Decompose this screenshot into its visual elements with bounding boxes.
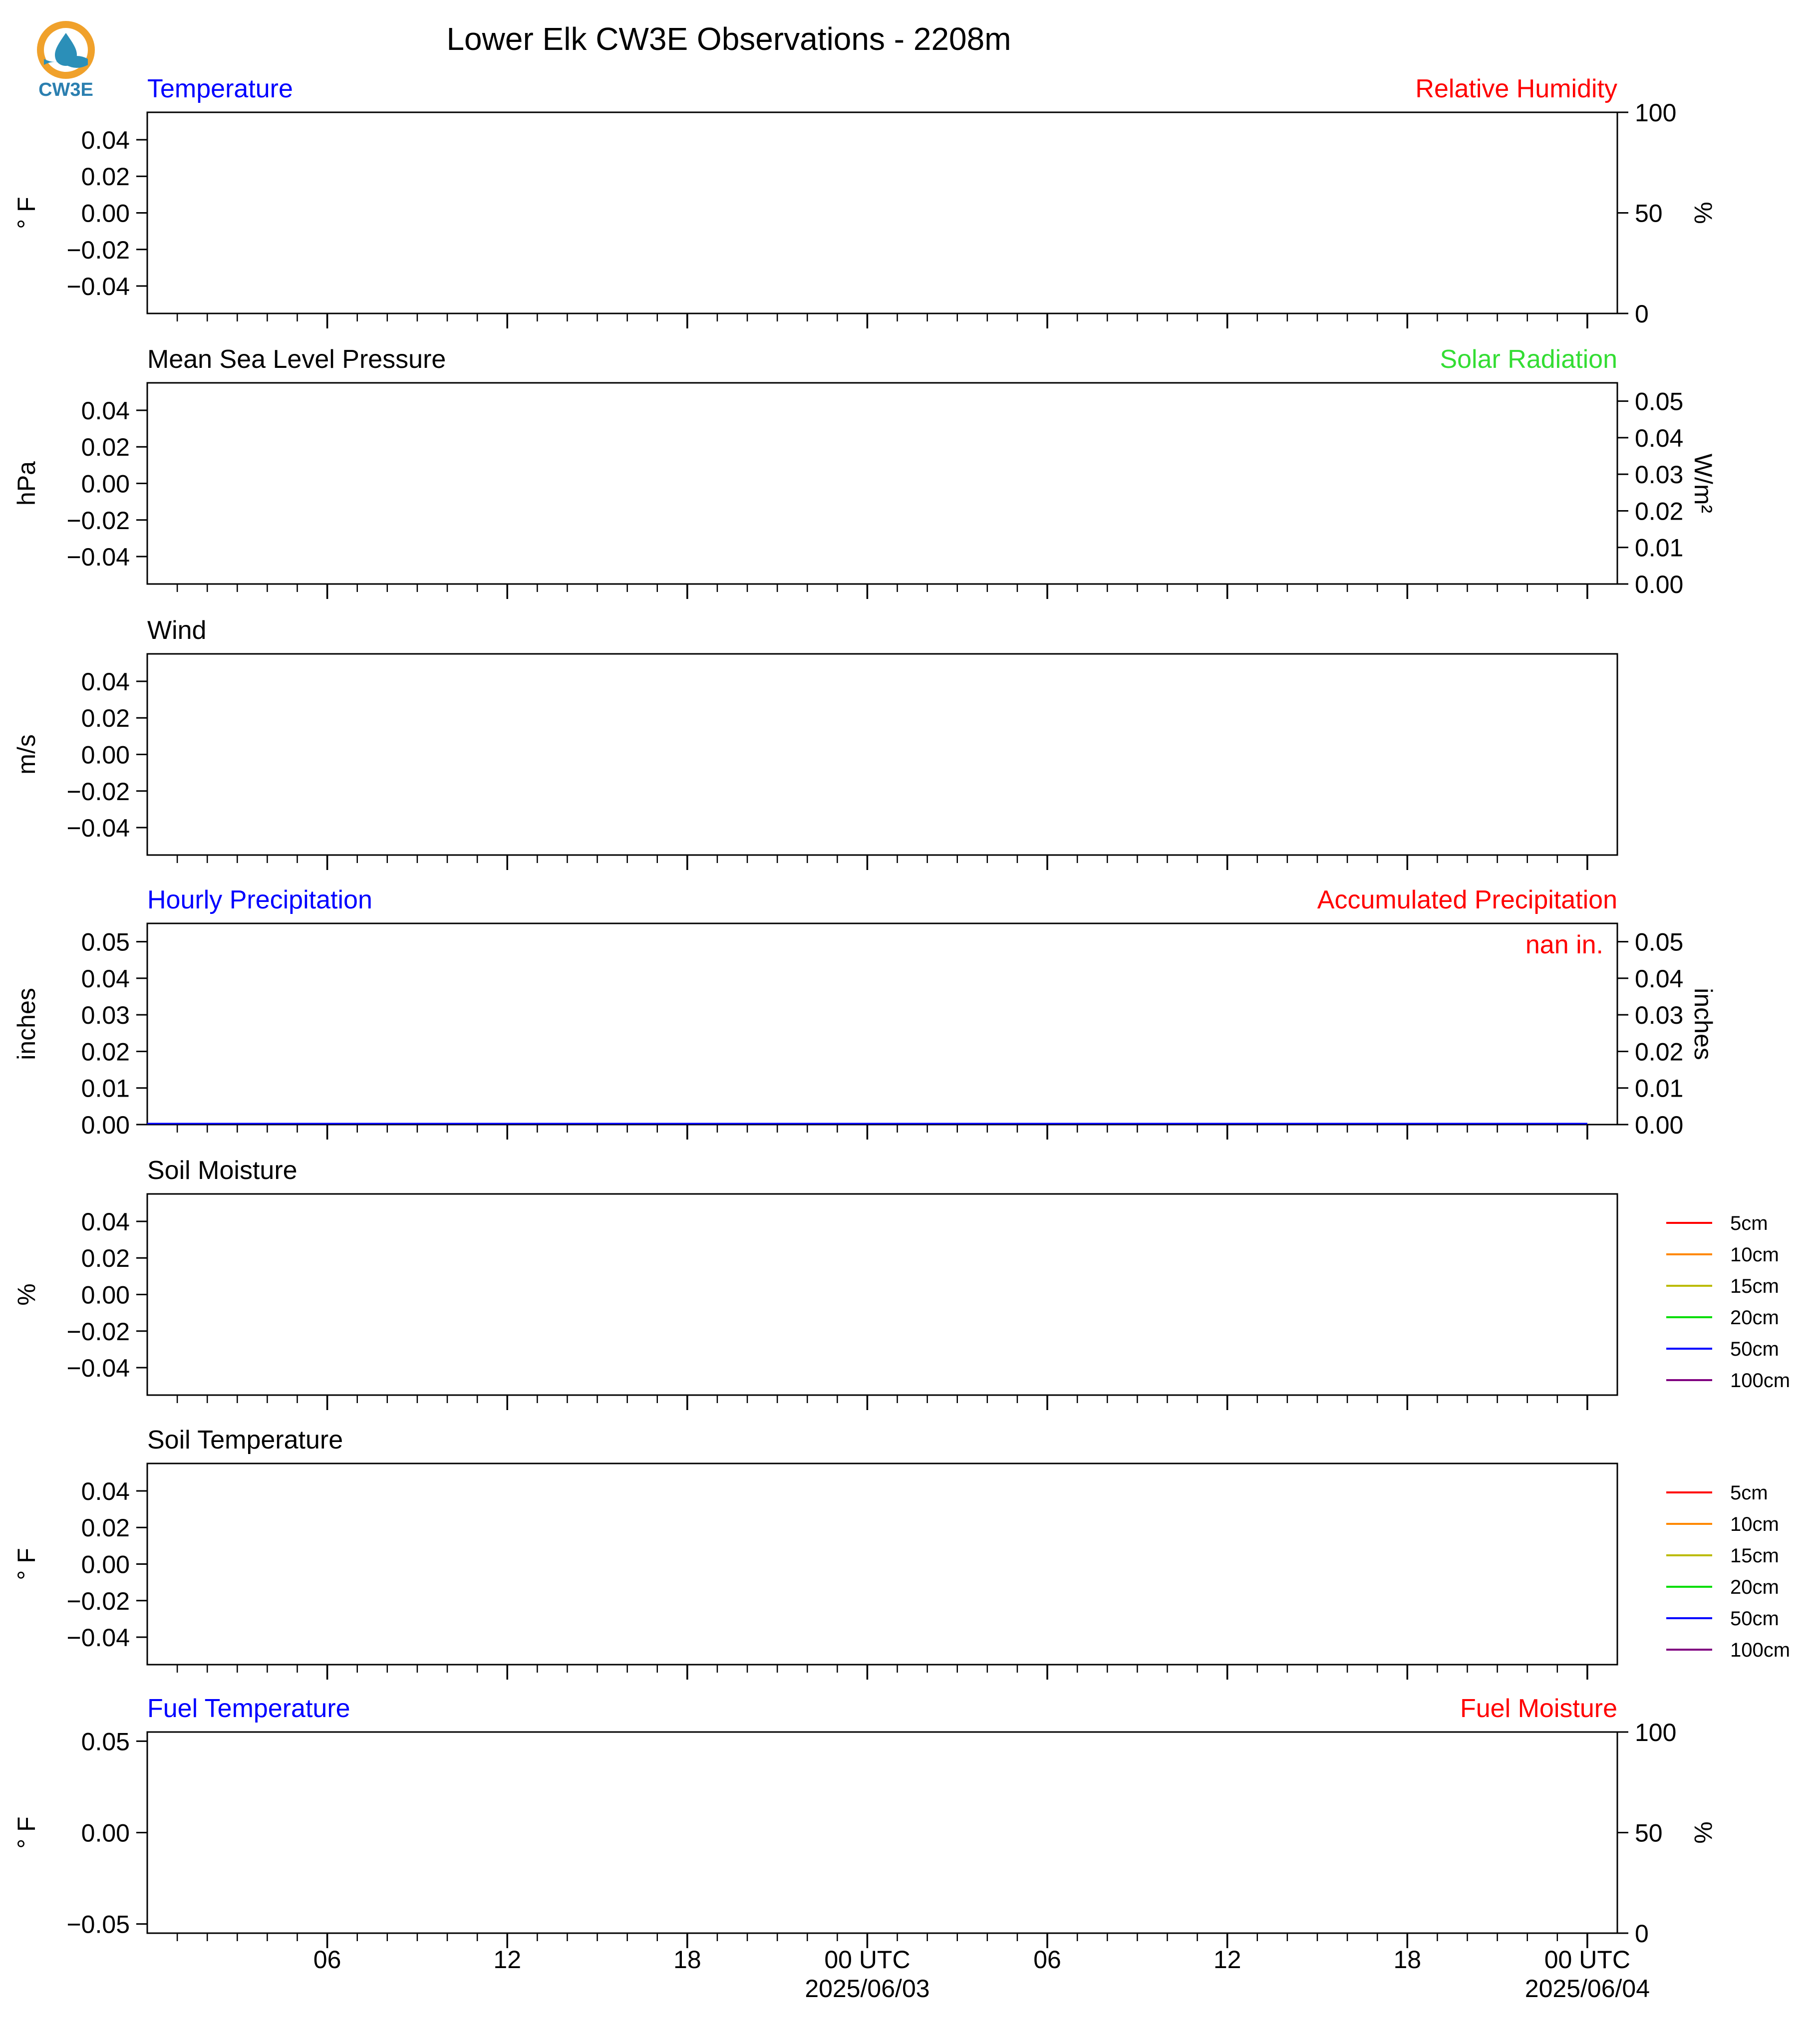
y-tick-label: 0.05 bbox=[81, 928, 130, 956]
y2-tick-label: 0.05 bbox=[1635, 928, 1684, 956]
y-tick-label: −0.04 bbox=[66, 814, 130, 843]
y2-tick-label: 0.01 bbox=[1635, 1074, 1684, 1103]
y-tick-label: 0.02 bbox=[81, 704, 130, 733]
y2-tick-label: 0.00 bbox=[1635, 571, 1684, 598]
y-tick-label: −0.02 bbox=[66, 236, 130, 264]
y2-tick-label: 0 bbox=[1635, 1920, 1649, 1948]
panel-soil-moisture bbox=[12, 1156, 1790, 1410]
y-tick-label: 0.04 bbox=[81, 667, 130, 696]
figure-title: Lower Elk CW3E Observations - 2208m bbox=[446, 21, 1011, 57]
y2-tick-label: 50 bbox=[1635, 1819, 1663, 1847]
plot-frame bbox=[147, 112, 1617, 313]
legend-label-100cm: 100cm bbox=[1730, 1639, 1791, 1661]
y2-tick-label: 0.05 bbox=[1635, 387, 1684, 416]
legend-label-15cm: 15cm bbox=[1730, 1545, 1779, 1567]
y-tick-label: 0.01 bbox=[81, 1074, 130, 1103]
y-tick-label: 0.05 bbox=[81, 1728, 130, 1756]
legend-label-5cm: 5cm bbox=[1730, 1212, 1768, 1234]
x-tick-label: 18 bbox=[1393, 1946, 1422, 1974]
plot-frame bbox=[147, 1732, 1617, 1933]
y-tick-label: 0.04 bbox=[81, 964, 130, 993]
x-tick-label: 18 bbox=[673, 1946, 701, 1974]
y-tick-label: −0.02 bbox=[66, 1587, 130, 1615]
y-tick-label: 0.00 bbox=[81, 199, 130, 228]
y-tick-label: −0.05 bbox=[66, 1910, 130, 1939]
y-tick-label: 0.02 bbox=[81, 1244, 130, 1273]
y2-tick-label: 100 bbox=[1635, 1719, 1677, 1746]
x-date-label: 2025/06/04 bbox=[1524, 1975, 1650, 2003]
y-tick-label: −0.02 bbox=[66, 777, 130, 806]
y-tick-label: 0.04 bbox=[81, 126, 130, 154]
y-axis-label: m/s bbox=[12, 734, 40, 775]
y2-tick-label: 0.00 bbox=[1635, 1111, 1684, 1139]
panel-wind bbox=[12, 616, 1617, 870]
x-tick-label: 12 bbox=[1213, 1946, 1241, 1974]
panel-right-title: Accumulated Precipitation bbox=[1317, 885, 1617, 914]
y2-tick-label: 0.03 bbox=[1635, 461, 1684, 489]
legend-label-20cm: 20cm bbox=[1730, 1576, 1779, 1598]
y-tick-label: −0.02 bbox=[66, 506, 130, 535]
plot-frame bbox=[147, 383, 1617, 584]
y-tick-label: −0.04 bbox=[66, 1354, 130, 1383]
x-tick-label: 06 bbox=[313, 1946, 341, 1974]
y-tick-label: 0.02 bbox=[81, 433, 130, 462]
y-axis-label: inches bbox=[12, 988, 40, 1060]
y2-tick-label: 0.02 bbox=[1635, 497, 1684, 526]
legend-label-5cm: 5cm bbox=[1730, 1482, 1768, 1504]
y-axis-label: ° F bbox=[12, 1816, 40, 1849]
y-tick-label: 0.04 bbox=[81, 396, 130, 425]
panel-left-title: Wind bbox=[147, 616, 207, 645]
panel-right-title: Fuel Moisture bbox=[1460, 1694, 1617, 1723]
legend-label-20cm: 20cm bbox=[1730, 1307, 1779, 1329]
y-tick-label: 0.00 bbox=[81, 1111, 130, 1139]
y-tick-label: 0.00 bbox=[81, 741, 130, 769]
x-axis-labels bbox=[313, 1946, 1650, 2003]
y-tick-label: −0.04 bbox=[66, 273, 130, 301]
panel-left-title: Hourly Precipitation bbox=[147, 885, 372, 914]
y2-axis-label: W/m² bbox=[1689, 453, 1717, 514]
y-tick-label: −0.04 bbox=[66, 1624, 130, 1652]
y2-axis-label: % bbox=[1689, 1821, 1717, 1844]
panel-left-title: Mean Sea Level Pressure bbox=[147, 345, 446, 374]
x-tick-label: 06 bbox=[1033, 1946, 1061, 1974]
panel-right-title: Relative Humidity bbox=[1415, 74, 1617, 103]
y-tick-label: 0.04 bbox=[81, 1207, 130, 1236]
y-tick-label: 0.02 bbox=[81, 163, 130, 191]
y2-axis-label: inches bbox=[1689, 988, 1717, 1060]
y-axis-label: % bbox=[12, 1283, 40, 1306]
y2-tick-label: 50 bbox=[1635, 199, 1663, 228]
y2-tick-label: 0.01 bbox=[1635, 534, 1684, 562]
x-tick-label: 12 bbox=[493, 1946, 522, 1974]
panel-soil-temperature bbox=[12, 1426, 1790, 1680]
y-tick-label: 0.00 bbox=[81, 470, 130, 498]
legend-label-15cm: 15cm bbox=[1730, 1275, 1779, 1297]
panel-right-title: Solar Radiation bbox=[1440, 345, 1617, 374]
legend-label-50cm: 50cm bbox=[1730, 1608, 1779, 1630]
y-axis-label: hPa bbox=[12, 461, 40, 506]
plot-frame bbox=[147, 923, 1617, 1125]
legend-label-50cm: 50cm bbox=[1730, 1338, 1779, 1360]
plot-frame bbox=[147, 1463, 1617, 1665]
plot-frame bbox=[147, 1194, 1617, 1395]
y-tick-label: 0.00 bbox=[81, 1281, 130, 1309]
accumulated-precip-annotation: nan in. bbox=[1525, 930, 1603, 959]
x-tick-label: 00 UTC bbox=[824, 1946, 910, 1974]
panel-left-title: Fuel Temperature bbox=[147, 1694, 350, 1723]
logo-text: CW3E bbox=[38, 79, 93, 100]
y-tick-label: 0.00 bbox=[81, 1550, 130, 1579]
y2-tick-label: 0.04 bbox=[1635, 964, 1684, 993]
panel-pressure-solar bbox=[12, 345, 1717, 599]
y-tick-label: −0.04 bbox=[66, 543, 130, 572]
y2-tick-label: 0.04 bbox=[1635, 424, 1684, 452]
plot-frame bbox=[147, 654, 1617, 855]
y2-tick-label: 100 bbox=[1635, 99, 1677, 127]
panel-left-title: Soil Moisture bbox=[147, 1156, 298, 1185]
panel-temperature-rh bbox=[12, 74, 1717, 328]
y-tick-label: 0.04 bbox=[81, 1477, 130, 1505]
panel-left-title: Temperature bbox=[147, 74, 293, 103]
y-tick-label: 0.02 bbox=[81, 1038, 130, 1066]
panel-precipitation bbox=[12, 885, 1717, 1140]
legend-label-100cm: 100cm bbox=[1730, 1370, 1791, 1392]
y-tick-label: −0.02 bbox=[66, 1317, 130, 1346]
y-tick-label: 0.00 bbox=[81, 1819, 130, 1847]
y-tick-label: 0.03 bbox=[81, 1001, 130, 1030]
y-axis-label: ° F bbox=[12, 197, 40, 229]
y2-axis-label: % bbox=[1689, 202, 1717, 224]
panel-left-title: Soil Temperature bbox=[147, 1426, 343, 1454]
panel-fuel bbox=[12, 1694, 1717, 1948]
y2-tick-label: 0.02 bbox=[1635, 1038, 1684, 1066]
y2-tick-label: 0.03 bbox=[1635, 1001, 1684, 1030]
y-tick-label: 0.02 bbox=[81, 1514, 130, 1542]
x-tick-label: 00 UTC bbox=[1544, 1946, 1631, 1974]
y2-tick-label: 0 bbox=[1635, 300, 1649, 328]
cw3e-logo bbox=[37, 21, 95, 100]
x-date-label: 2025/06/03 bbox=[805, 1975, 930, 2003]
y-axis-label: ° F bbox=[12, 1548, 40, 1580]
legend-label-10cm: 10cm bbox=[1730, 1244, 1779, 1266]
legend-label-10cm: 10cm bbox=[1730, 1513, 1779, 1535]
